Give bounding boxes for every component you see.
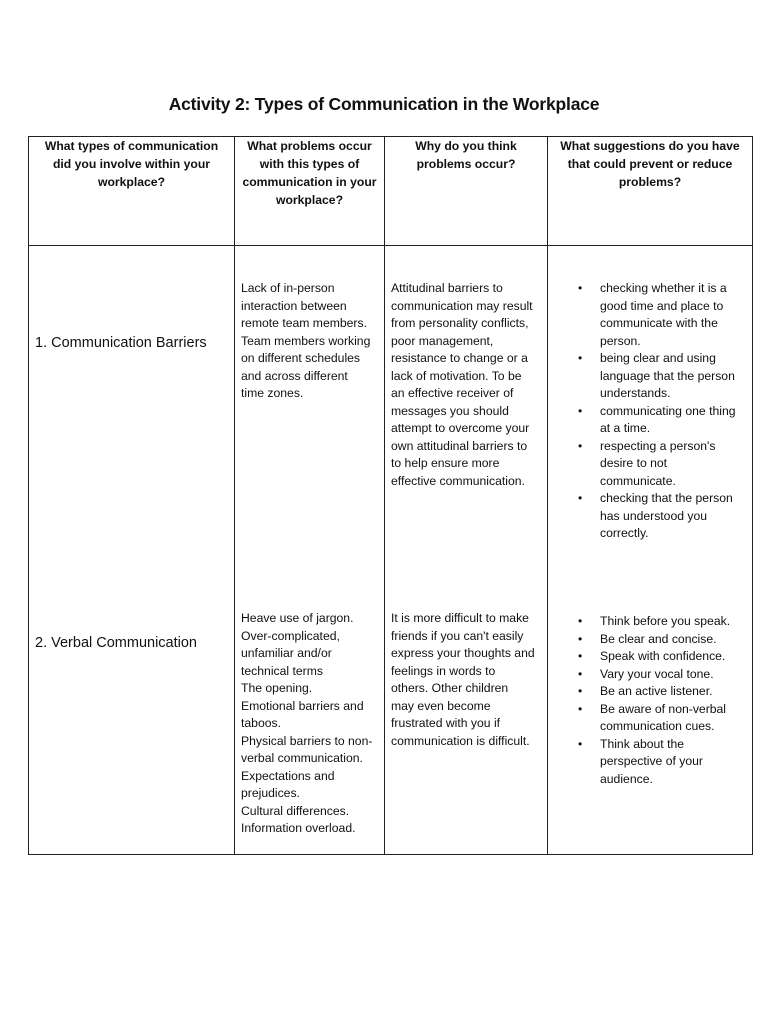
suggestions-communication-barriers [548,280,748,543]
text-line: resistance to change or a [391,351,528,365]
suggestion-line: • Think before you speak. [600,614,731,628]
suggestion-line: has understood you [600,508,708,523]
text-line: Attitudinal barriers to [391,281,503,295]
text-line: unfamiliar and/or [241,646,332,660]
column-problems [235,246,385,855]
text-line: Heave use of jargon. [241,611,354,625]
text-line: feelings in words to [391,663,496,678]
suggestion-line: • Be aware of non-verbal [600,701,727,716]
suggestion-line: • Vary your vocal tone. [600,666,714,681]
text-line: workplace? [275,193,344,207]
text-line: time zones. [241,386,304,400]
suggestion-line: person. [600,333,641,348]
text-line: Cultural differences. [241,803,350,818]
suggestion-item [548,648,748,666]
reasons-communication-barriers [391,280,541,490]
text-line: prejudices. [241,786,300,800]
text-line: did you involve within your [52,157,211,171]
suggestion-line: understands. [600,386,671,400]
text-line: own attitudinal barriers to [391,438,528,453]
text-line: problems occur? [416,157,516,171]
text-line: Expectations and [241,768,335,783]
communication-table [28,136,753,855]
suggestion-item [548,438,748,491]
text-line: and across different [241,368,348,383]
text-line: workplace? [97,175,166,189]
text-line: frustrated with you if [391,716,501,730]
suggestion-item [548,350,748,403]
text-line: remote team members. [241,316,367,330]
suggestion-item [548,403,748,438]
suggestion-line: • communicating one thing [600,403,736,418]
header-communication-types [29,137,235,246]
text-line: technical terms [241,663,323,678]
suggestion-line: • Be clear and concise. [600,631,717,646]
suggestion-line: perspective of your [600,754,703,768]
suggestion-item [548,701,748,736]
problems-verbal-communication [241,610,378,838]
suggestion-line: • checking that the person [600,491,733,505]
text-line: friends if you can't easily [391,628,524,643]
row-label-communication-barriers: 1. Communication Barriers [35,335,207,351]
suggestion-line: correctly. [600,526,649,540]
suggestion-line: communicate. [600,473,676,488]
table-body-row [29,246,753,855]
text-line: that could prevent or reduce [567,157,733,171]
suggestion-line: communication cues. [600,719,715,733]
suggestion-line: • Be an active listener. [600,684,713,698]
suggestion-line: good time and place to [600,298,724,313]
suggestions-verbal-communication [548,613,748,788]
column-reasons [385,246,548,855]
page-title: Activity 2: Types of Communication in the Workplace [168,94,600,114]
text-line: effective communication. [391,473,525,488]
suggestion-line: communicate with the [600,316,718,330]
suggestion-item [548,280,748,350]
row-label-verbal-communication: 2. Verbal Communication [35,635,197,651]
text-line: lack of motivation. To be [391,368,522,383]
text-line: What problems occur [247,139,372,153]
text-line: attempt to overcome your [391,421,530,435]
column-suggestions [548,246,753,855]
text-line: an effective receiver of [391,386,514,400]
text-line: express your thoughts and [391,646,535,660]
suggestion-item [548,613,748,631]
text-line: The opening. [241,681,313,695]
suggestion-item [548,683,748,701]
header-problems [235,137,385,246]
text-line: with this types of [259,157,360,171]
suggestion-item [548,736,748,789]
text-line: poor management, [391,333,494,348]
text-line: verbal communication. [241,751,363,765]
text-line: What types of communication [44,139,219,153]
text-line: What suggestions do you have [560,139,740,153]
text-line: messages you should [391,403,509,418]
suggestion-line: audience. [600,771,653,786]
text-line: may even become [391,698,491,713]
text-line: to help ensure more [391,456,500,470]
text-line: It is more difficult to make [391,611,529,625]
text-line: Over-complicated, [241,628,340,643]
text-line: communication is difficult. [391,733,530,748]
column-communication-types [29,246,235,855]
suggestion-line: at a time. [600,421,651,435]
text-line: taboos. [241,716,281,730]
suggestion-item [548,631,748,649]
suggestion-line: language that the person [600,368,735,383]
problems-communication-barriers [241,280,378,403]
suggestion-item [548,666,748,684]
table-header-row [29,137,753,246]
text-line: on different schedules [241,351,361,365]
suggestion-item [548,490,748,543]
text-line: Lack of in-person [241,281,335,295]
text-line: Why do you think [415,139,517,153]
suggestion-line: • checking whether it is a [600,281,727,295]
text-line: problems? [618,175,682,189]
suggestion-line: • Think about the [600,736,685,751]
text-line: Emotional barriers and [241,698,364,713]
text-line: others. Other children [391,681,509,695]
text-line: from personality conflicts, [391,316,529,330]
suggestion-line: • respecting a person's [600,438,716,453]
text-line: communication may result [391,298,533,313]
text-line: interaction between [241,298,347,313]
text-line: communication in your [242,175,377,189]
reasons-verbal-communication [391,610,541,750]
text-line: Team members working [241,333,371,348]
header-suggestions [548,137,753,246]
text-line: Information overload. [241,821,356,835]
header-reasons [385,137,548,246]
text-line: Physical barriers to non- [241,733,373,748]
suggestion-line: desire to not [600,456,668,470]
suggestion-line: • Speak with confidence. [600,649,726,663]
suggestion-line: • being clear and using [600,351,716,365]
